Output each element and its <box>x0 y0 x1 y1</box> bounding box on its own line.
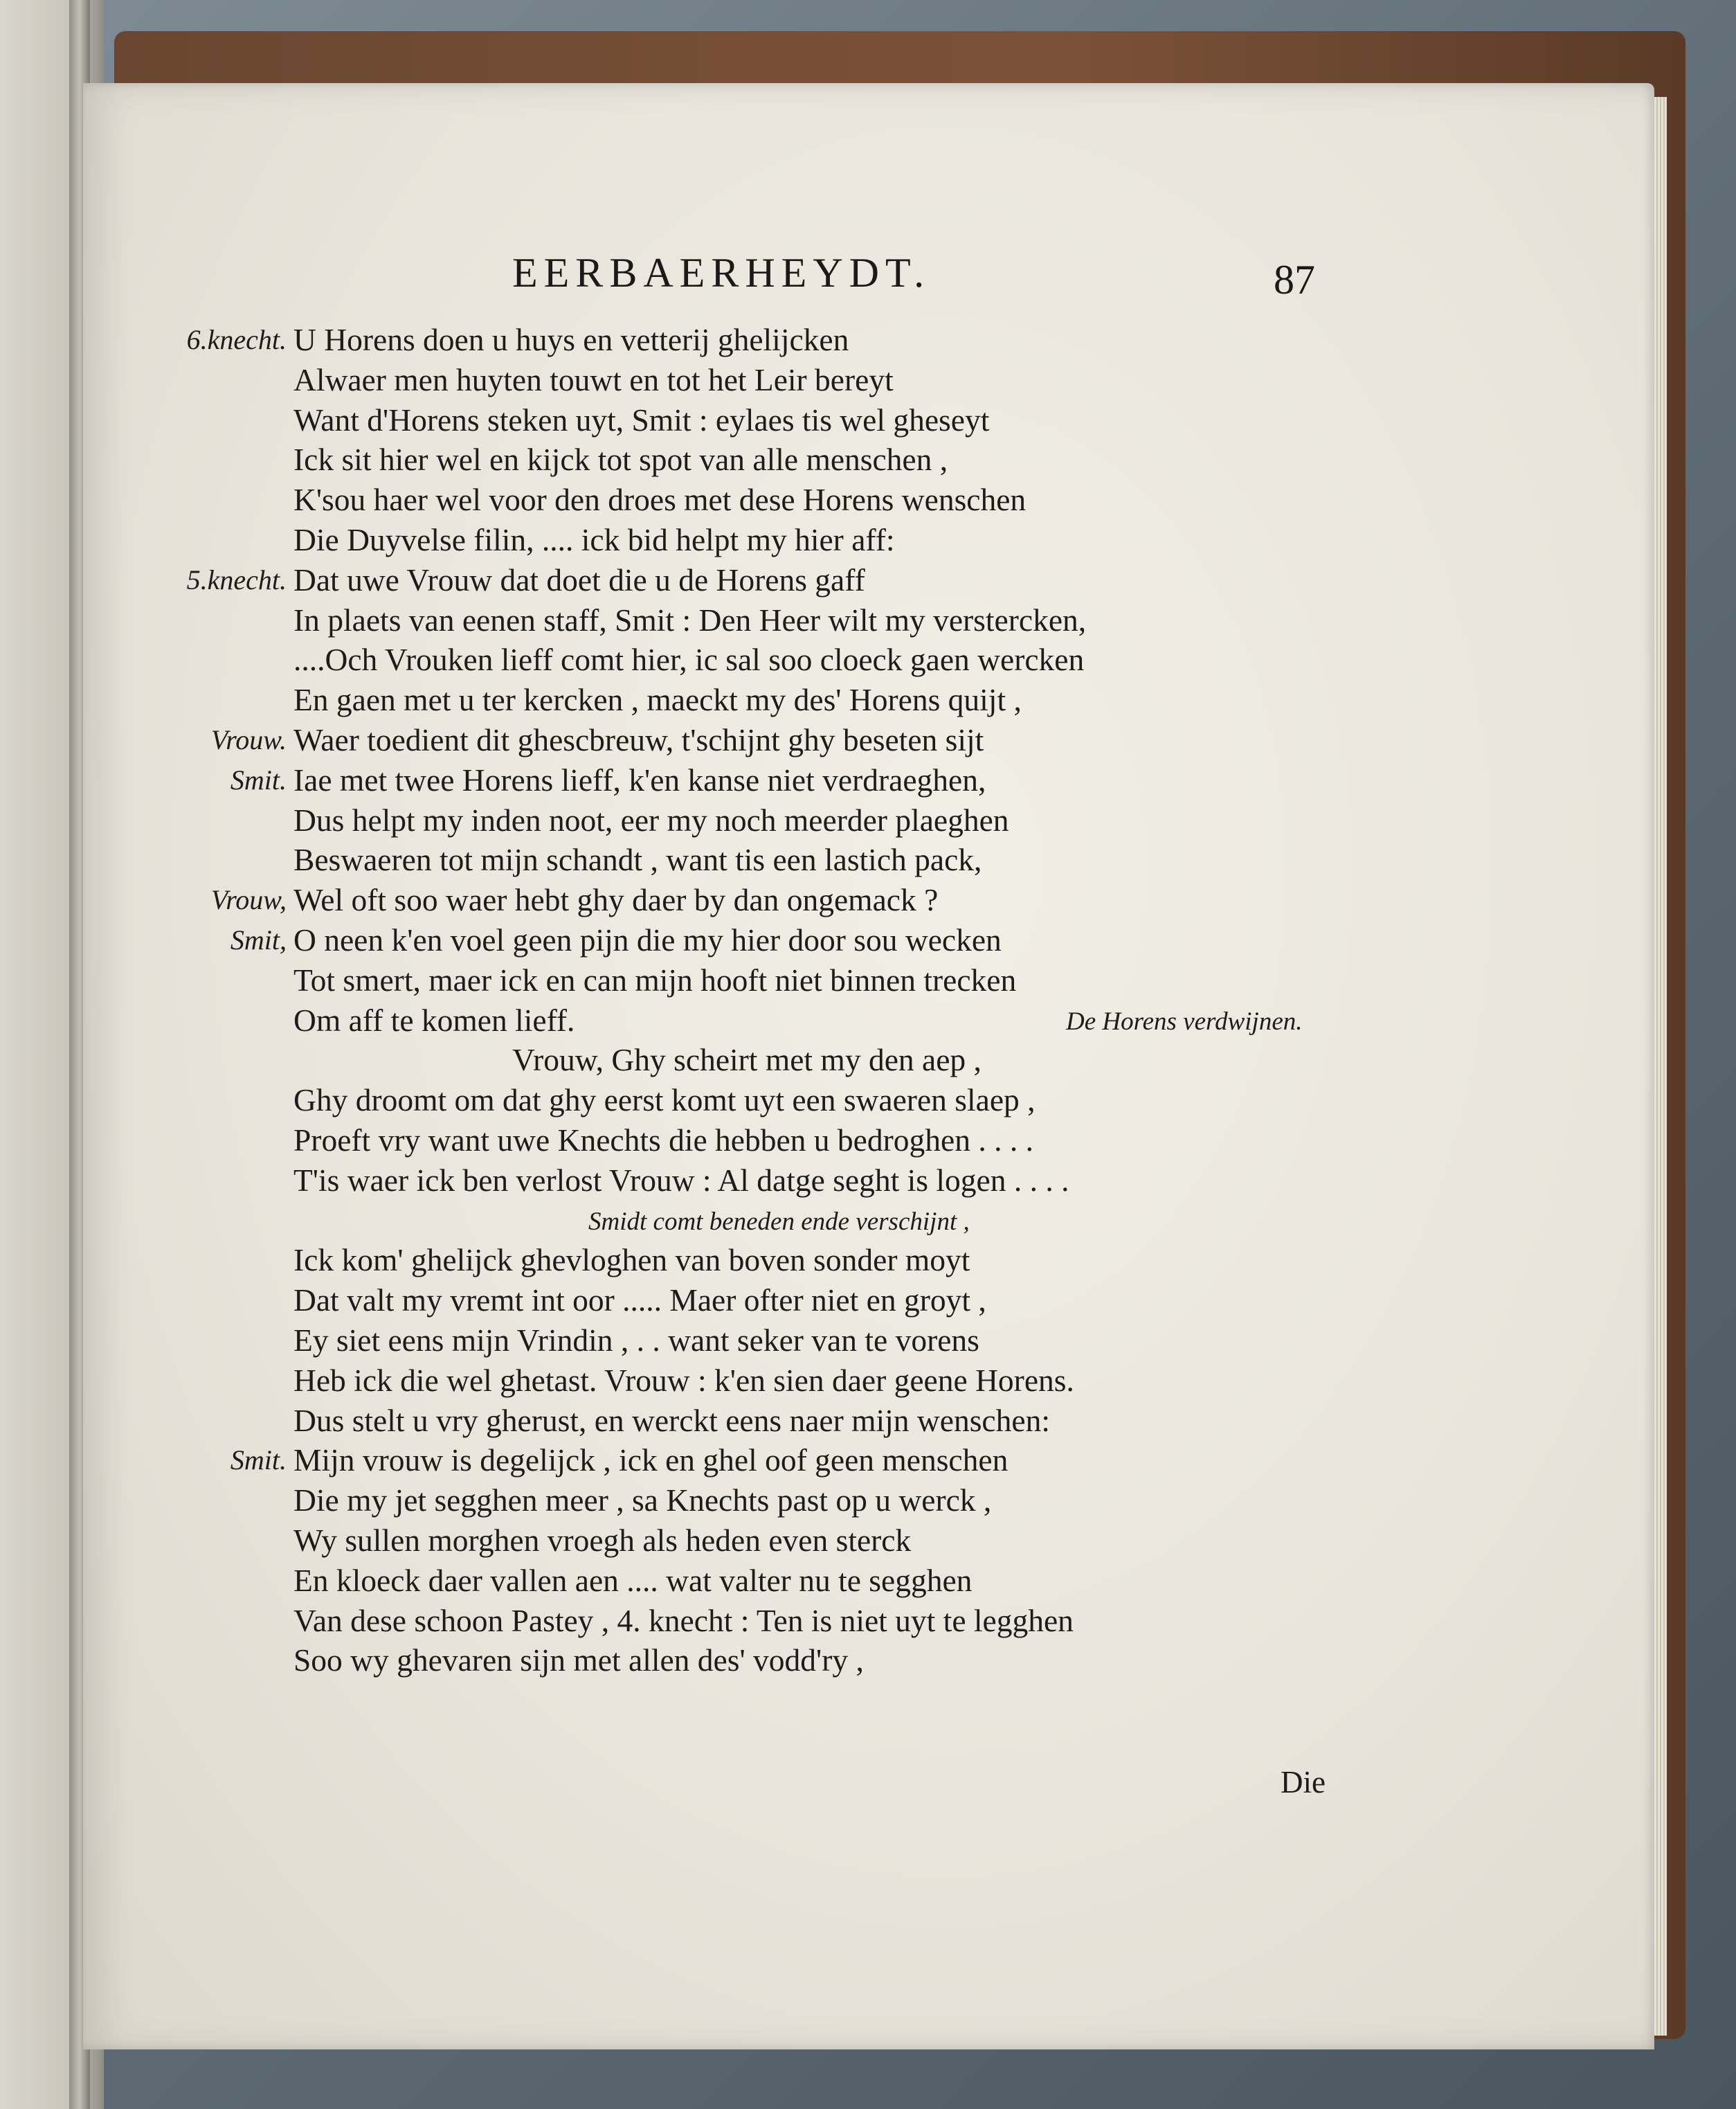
speaker-label: Smit, <box>230 924 287 955</box>
verse-line <box>173 1601 1488 1641</box>
verse-text: Heb ick die wel ghetast. Vrouw : k'en sien daer geene Horens. <box>293 1362 1074 1398</box>
verse-text: Die Duyvelse filin, .... ick bid helpt my hier aff: <box>293 521 895 557</box>
speaker-label: 5.knecht. <box>186 564 287 595</box>
verse-text: Ghy droomt om dat ghy eerst komt uyt een swaeren slaep , <box>293 1082 1036 1118</box>
verse-line <box>173 800 1488 841</box>
verse-text: Iae met twee Horens lieff, k'en kanse niet verdraeghen, <box>293 762 986 798</box>
verse-line <box>173 1520 1488 1561</box>
verse-text: Ick sit hier wel en kijck tot spot van alle menschen , <box>293 442 948 478</box>
verse-line <box>173 320 1488 360</box>
verse-line <box>173 1480 1488 1520</box>
verse-text: Dus helpt my inden noot, eer my noch meerder plaeghen <box>293 802 1009 838</box>
verse-line <box>173 400 1488 440</box>
book-page <box>83 83 1654 2049</box>
verse-line <box>173 520 1488 560</box>
verse-text: Die my jet segghen meer , sa Knechts past op u werck , <box>293 1482 992 1518</box>
verse-line <box>173 960 1488 1000</box>
verse-line <box>173 1040 1488 1080</box>
verse-text: ....Och Vrouken lieff comt hier, ic sal soo cloeck gaen wercken <box>293 642 1085 678</box>
verse-line <box>173 680 1488 720</box>
catchword: Die <box>1281 1765 1326 1800</box>
verse-text: Ick kom' ghelijck ghevloghen van boven sonder moyt <box>293 1242 970 1278</box>
verse-line <box>173 1080 1488 1120</box>
verse-line <box>173 1401 1488 1441</box>
verse-text: Beswaeren tot mijn schandt , want tis een lastich pack, <box>293 842 982 878</box>
verse-line <box>173 1160 1488 1201</box>
verse-line <box>173 440 1488 480</box>
verse-line <box>173 640 1488 680</box>
verse-text: Soo wy ghevaren sijn met allen des' vodd'ry , <box>293 1642 864 1678</box>
speaker-label: Smit. <box>230 764 287 796</box>
verse-text: Wy sullen morghen vroegh als heden even sterck <box>293 1522 912 1558</box>
verse-text: T'is waer ick ben verlost Vrouw : Al datge seght is logen . . . . <box>293 1162 1069 1198</box>
verse-line <box>173 1561 1488 1601</box>
verse-line <box>173 1320 1488 1361</box>
verse-block <box>173 320 1488 1680</box>
verse-line <box>173 480 1488 520</box>
verse-text: Tot smert, maer ick en can mijn hooft niet binnen trecken <box>293 962 1017 998</box>
verse-text: En kloeck daer vallen aen .... wat valter nu te segghen <box>293 1562 973 1598</box>
verse-line <box>173 560 1488 600</box>
verse-text: In plaets van eenen staff, Smit : Den Heer wilt my verstercken, <box>293 602 1087 638</box>
speaker-label: Smit. <box>230 1444 287 1476</box>
verse-line <box>173 760 1488 800</box>
verse-text: Proeft vry want uwe Knechts die hebben u bedroghen . . . . <box>293 1122 1033 1158</box>
running-head: EERBAERHEYDT. <box>512 250 931 296</box>
verse-text: Dus stelt u vry gherust, en werckt eens naer mijn wenschen: <box>293 1402 1050 1438</box>
speaker-label: Vrouw. <box>210 724 287 755</box>
verse-text: Om aff te komen lieff. <box>293 1002 575 1038</box>
verse-text: Wel oft soo waer hebt ghy daer by dan ongemack ? <box>293 882 939 918</box>
verse-line <box>173 920 1488 960</box>
verse-line <box>173 360 1488 400</box>
verse-line <box>173 600 1488 640</box>
verse-line <box>173 1120 1488 1160</box>
verse-line <box>173 1361 1488 1401</box>
verse-line <box>173 1440 1488 1480</box>
verse-text: U Horens doen u huys en vetterij ghelijcken <box>293 322 849 357</box>
verse-text: O neen k'en voel geen pijn die my hier door sou wecken <box>293 922 1002 958</box>
page-stack-edge <box>1654 97 1667 2036</box>
verse-line <box>173 720 1488 760</box>
verse-line <box>173 1640 1488 1680</box>
verse-line <box>173 1240 1488 1280</box>
verse-line <box>173 1280 1488 1320</box>
verse-text: Want d'Horens steken uyt, Smit : eylaes tis wel gheseyt <box>293 402 990 438</box>
verse-text: K'sou haer wel voor den droes met dese Horens wenschen <box>293 482 1027 518</box>
speaker-label: 6.knecht. <box>186 324 287 355</box>
verse-line <box>173 1000 1488 1041</box>
page-number: 87 <box>1274 257 1315 303</box>
speaker-label: Vrouw, <box>210 884 287 916</box>
verse-text: Vrouw, Ghy scheirt met my den aep , <box>512 1042 982 1078</box>
verse-text: Alwaer men huyten touwt en tot het Leir bereyt <box>293 361 894 397</box>
verse-text: Ey siet eens mijn Vrindin , . . want seker van te vorens <box>293 1322 979 1358</box>
verse-line <box>173 1201 1488 1241</box>
stage-direction: De Horens verdwijnen. <box>1066 1007 1303 1036</box>
verse-text: En gaen met u ter kercken , maeckt my des' Horens quijt , <box>293 682 1022 718</box>
verse-line <box>173 880 1488 920</box>
verse-text: Dat valt my vremt int oor ..... Maer ofter niet en groyt , <box>293 1282 986 1318</box>
verse-line <box>173 840 1488 880</box>
verse-text: Dat uwe Vrouw dat doet die u de Horens gaff <box>293 562 865 598</box>
verse-text: Waer toedient dit ghescbreuw, t'schijnt ghy beseten sijt <box>293 721 984 757</box>
verse-text: Van dese schoon Pastey , 4. knecht : Ten is niet uyt te legghen <box>293 1602 1074 1638</box>
verse-text: Mijn vrouw is degelijck , ick en ghel oof geen menschen <box>293 1442 1009 1478</box>
stage-direction: Smidt comt beneden ende verschijnt , <box>588 1207 970 1236</box>
